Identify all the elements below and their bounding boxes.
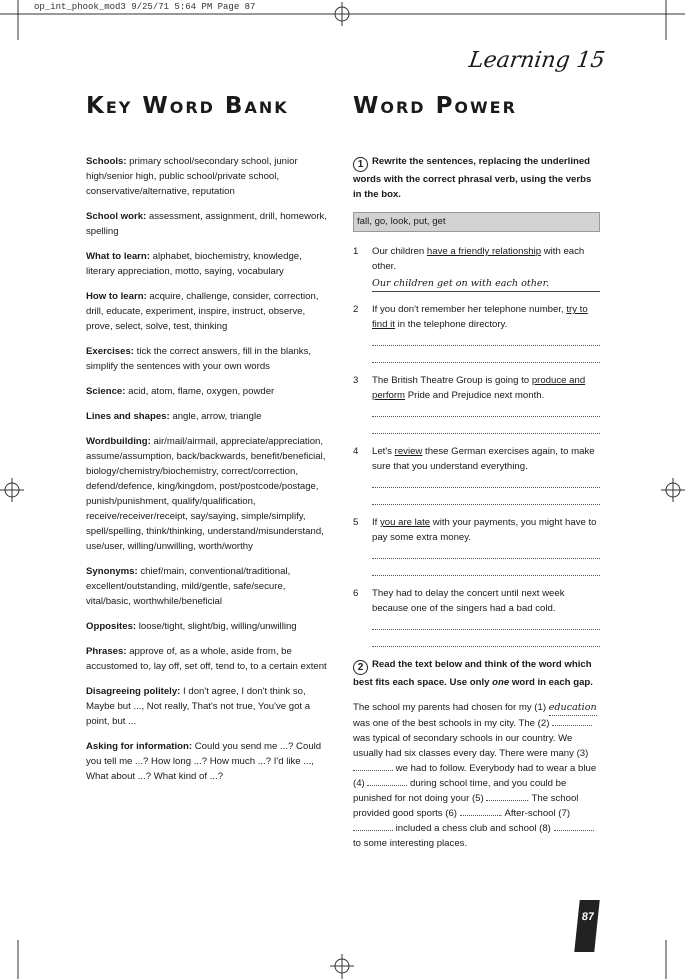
word-bank-entry: Phrases: approve of, as a whole, aside from, be accustomed to, lay off, set off, tend to, to a certain extent bbox=[86, 646, 327, 672]
word-bank-entry: Synonyms: chief/main, conventional/traditional, excellent/outstanding, mild/gentle, safe/secure, vital/basic, worthwhile/beneficial bbox=[86, 566, 291, 607]
answer-line[interactable] bbox=[372, 474, 600, 488]
answer-line[interactable] bbox=[372, 349, 600, 363]
example-gap: education bbox=[549, 700, 597, 716]
exercise-item: 5 If you are late with your payments, you might have to pay some extra money. bbox=[353, 515, 600, 576]
answer-line[interactable] bbox=[372, 633, 600, 647]
word-bank-entry: Opposites: loose/tight, slight/big, willing/unwilling bbox=[86, 621, 297, 632]
word-bank-entry: Wordbuilding: air/mail/airmail, appreciate/appreciation, assume/assumption, back/backwards, benefit/beneficial, biology/chemistry/biochemistry, correct/correction, defend/defence, king/kingdom, post/postcode/postage, punish/punishment, qualify/qualification, receive/receiver/receipt, say/saying, simple/simplify, spell/spelling, think/thinking, understand/misunderstand, use/user, willing/unwilling, worth/worthy bbox=[86, 436, 326, 552]
answer-line[interactable] bbox=[372, 491, 600, 505]
answer-line[interactable] bbox=[372, 545, 600, 559]
cloze-text: The school my parents had chosen for my (1) education was one of the best schools in my city. The (2) was typical of secondary schools in our country. We usually had six classes every day. There were many (3) we had to follow. Everybody had to wear a blue (4) during school time, and you could be punished for not doing your (5) . The school provided good sports (6) . After-school (7) included a chess club and school (8) to some interesting places. bbox=[353, 702, 597, 849]
word-bank-column bbox=[86, 154, 330, 794]
exercise-item: 1 Our children have a friendly relationship with each other. Our children get on with each other. bbox=[353, 244, 600, 292]
gap-6[interactable] bbox=[460, 815, 500, 816]
word-bank-entry: Schools: primary school/secondary school, junior high/senior high, public school/private school, conservative/alternative, reputation bbox=[86, 156, 298, 197]
answer-line[interactable] bbox=[372, 420, 600, 434]
word-bank-entry: Exercises: tick the correct answers, fill in the blanks, simplify the sentences with your own words bbox=[86, 346, 312, 372]
unit-label: Learning 15 bbox=[467, 48, 607, 73]
word-bank-entry: Lines and shapes: angle, arrow, triangle bbox=[86, 411, 262, 422]
exercise-item: 6 They had to delay the concert until next week because one of the singers had a bad cold. bbox=[353, 586, 600, 647]
gap-4[interactable] bbox=[367, 785, 407, 786]
word-bank-entry: Disagreeing politely: I don't agree, I don't think so, Maybe but ..., Not really, That's not true, You've got a point, but ... bbox=[86, 686, 311, 727]
answer-line[interactable] bbox=[372, 332, 600, 346]
exercise-1-instruction: 1 Rewrite the sentences, replacing the underlined words with the correct phrasal verb, using the verbs in the box. bbox=[353, 156, 592, 200]
word-bank-entry: How to learn: acquire, challenge, consider, correction, drill, educate, experiment, inspire, instruct, observe, prove, select, solve, test, thinking bbox=[86, 291, 319, 332]
answer-line[interactable] bbox=[372, 403, 600, 417]
answer-line[interactable] bbox=[372, 616, 600, 630]
exercise-number-badge: 1 bbox=[353, 157, 368, 172]
gap-7[interactable] bbox=[353, 830, 393, 831]
gap-3[interactable] bbox=[353, 770, 393, 771]
word-bank-entry: Science: acid, atom, flame, oxygen, powder bbox=[86, 386, 275, 397]
gap-5[interactable] bbox=[486, 800, 526, 801]
exercise-item: 3 The British Theatre Group is going to produce and perform Pride and Prejudice next month. bbox=[353, 373, 600, 434]
answer-line[interactable] bbox=[372, 562, 600, 576]
word-bank-entry: School work: assessment, assignment, drill, homework, spelling bbox=[86, 211, 327, 237]
exercise-2-instruction: 2 Read the text below and think of the word which best fits each space. Use only one word in each gap. bbox=[353, 659, 593, 688]
exercise-number-badge: 2 bbox=[353, 660, 368, 675]
word-bank-entry: Asking for information: Could you send me ...? Could you tell me ...? How long ...? How much ...? I'd like ..., What about ...? What kind of ...? bbox=[86, 741, 322, 782]
gap-8[interactable] bbox=[554, 830, 594, 831]
word-power-column bbox=[353, 154, 600, 851]
key-word-bank-heading: Key Word Bank bbox=[86, 93, 289, 119]
exercise-item: 2 If you don't remember her telephone number, try to find it in the telephone directory. bbox=[353, 302, 600, 363]
page-number: 87 bbox=[574, 900, 599, 952]
word-power-heading: Word Power bbox=[353, 93, 517, 119]
gap-2[interactable] bbox=[552, 725, 592, 726]
print-slug: op_int_phook_mod3 9/25/71 5:64 PM Page 87 bbox=[34, 2, 256, 12]
word-bank-entry: What to learn: alphabet, biochemistry, knowledge, literary appreciation, motto, saying, vocabulary bbox=[86, 251, 302, 277]
verb-box: fall, go, look, put, get bbox=[353, 212, 600, 232]
exercise-item: 4 Let's review these German exercises again, to make sure that you understand everything. bbox=[353, 444, 600, 505]
example-answer: Our children get on with each other. bbox=[372, 276, 600, 292]
